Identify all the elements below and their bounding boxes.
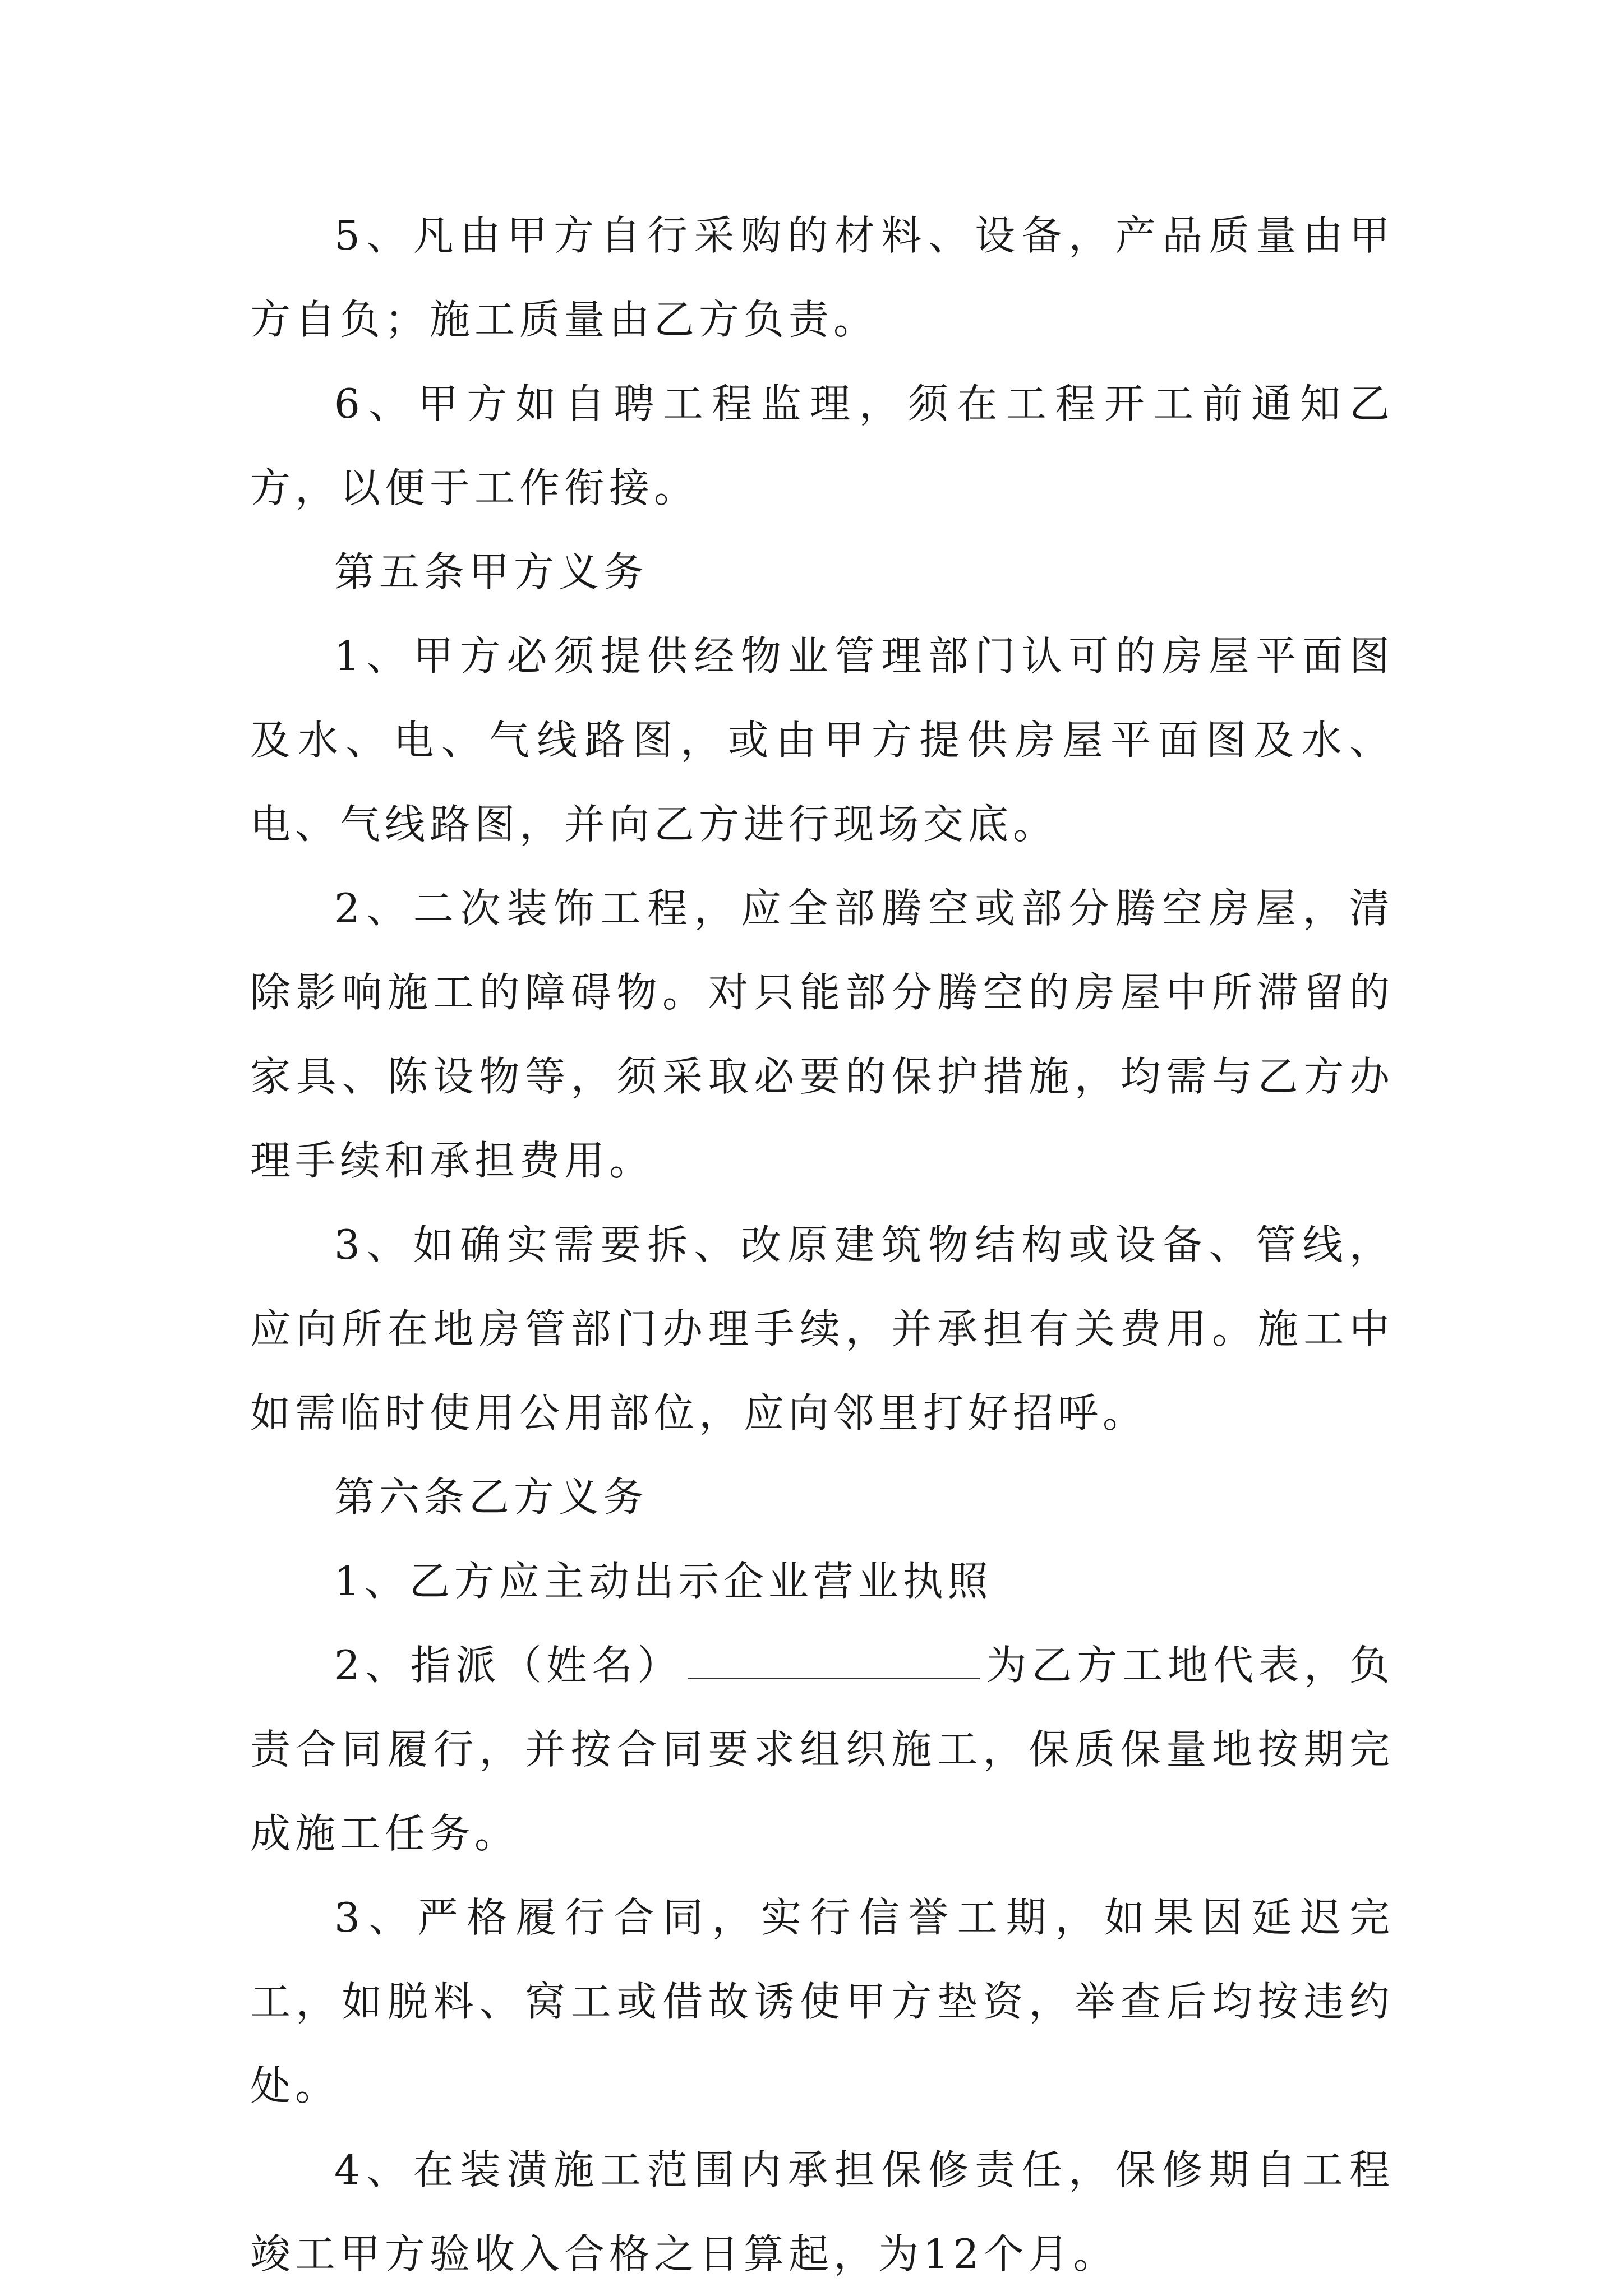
party-a-duty-2: 2、二次装饰工程，应全部腾空或部分腾空房屋，清除影响施工的障碍物。对只能部分腾空的房屋中所滞留的家具、陈设物等，须采取必要的保护措施，均需与乙方办理手续和承担费用。	[250, 885, 1394, 1184]
article-5-heading: 第五条甲方义务	[334, 548, 649, 595]
clause-5-material-quality: 5、凡由甲方自行采购的材料、设备，产品质量由甲方自负；施工质量由乙方负责。	[250, 212, 1394, 343]
party-b-duty-2	[250, 1623, 1394, 1875]
appoint-description: 为乙方工地代表，负责合同履行，并按合同要求组织施工，保质保量地按期完成施工任务。	[250, 1642, 1394, 1857]
party-a-duty-3: 3、如确实需要拆、改原建筑物结构或设备、管线，应向所在地房管部门办理手续，并承担有关费用。施工中如需临时使用公用部位，应向邻里打好招呼。	[250, 1221, 1394, 1436]
party-b-duty-4: 4、在装潢施工范围内承担保修责任，保修期自工程竣工甲方验收入合格之日算起，为12个月。	[250, 2146, 1394, 2277]
party-a-duty-1: 1、甲方必须提供经物业管理部门认可的房屋平面图及水、电、气线路图，或由甲方提供房屋平面图及水、电、气线路图，并向乙方进行现场交底。	[250, 632, 1394, 848]
party-b-duty-3: 3、严格履行合同，实行信誉工期，如果因延迟完工，如脱料、窝工或借故诱使甲方垫资，举查后均按违约处。	[250, 1894, 1394, 2109]
party-b-duty-1: 1、乙方应主动出示企业营业执照	[334, 1558, 993, 1605]
document-body	[250, 193, 1394, 2296]
appoint-label: 2、指派（姓名）	[334, 1642, 683, 1689]
clause-6-supervision: 6、甲方如自聘工程监理，须在工程开工前通知乙方，以便于工作衔接。	[250, 380, 1394, 511]
article-6-heading: 第六条乙方义务	[334, 1473, 649, 1521]
name-blank-field[interactable]	[688, 1644, 980, 1679]
